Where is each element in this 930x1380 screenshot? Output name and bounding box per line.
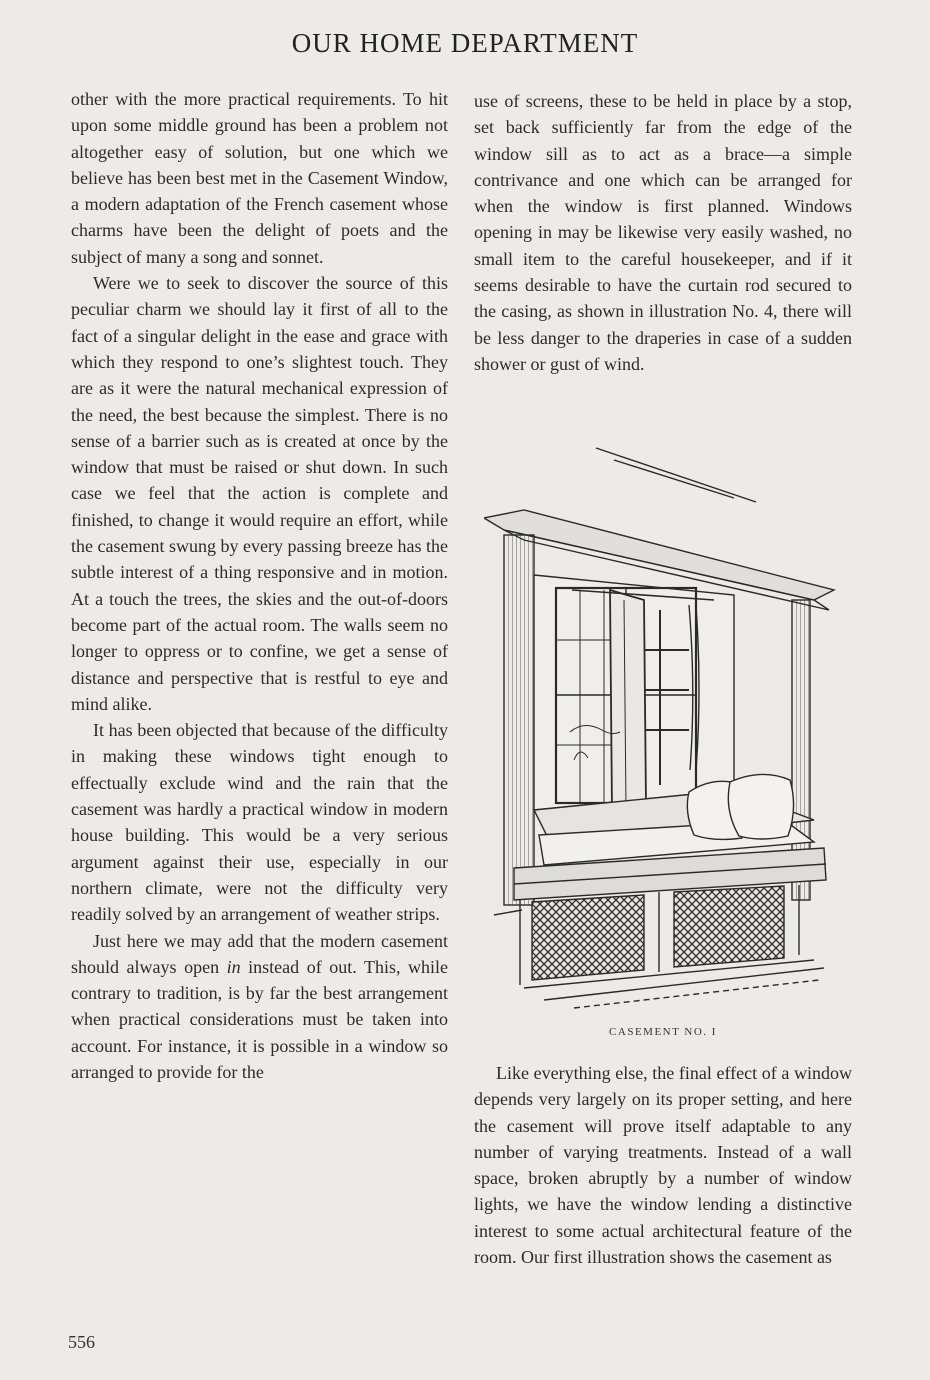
- paragraph: other with the more practical requirements. To hit upon some middle ground has been a problem not altogether easy of solution, but one which we believe has been best met in the Casement Window, a modern adaptation of the French casement whose charms have been the delight of poets and the subject of many a song and sonnet.: [71, 89, 448, 267]
- right-column-bottom: [474, 1060, 852, 1270]
- paragraph: Were we to seek to discover the source of this peculiar charm we should lay it first of all to the fact of a singular delight in the ease and grace with which they respond to one’s slightest touch. They are as it were the natural mechanical expression of the need, the best because the simplest. There is no sense of a barrier such as is created at once by the window that must be raised or shut down. In such case we feel that the action is complete and finished, to change it would require an effort, while the casement swung by every passing breeze has the subtle interest of a thing responsive and in motion. At a touch the trees, the skies and the out-of-doors become part of the actual room. The walls seem no longer to oppress or to confine, we get a sense of distance and perspective that is restful to eye and mind alike.: [71, 273, 448, 714]
- figure-caption: CASEMENT NO. I: [609, 1026, 717, 1038]
- text-run: instead of out. This, while contrary to tradition, is by far the best arrangement when practical considerations must be taken into account. For instance, it is possible in a window so arranged to provide for the: [71, 956, 448, 1082]
- paragraph: use of screens, these to be held in place by a stop, set back sufficiently far from the edge of the window sill as to act as a brace—a simple contrivance and one which can be arranged for when the window is first planned. Windows opening in may be likewise very easily washed, no small item to the careful housekeeper, and if it seems desirable to have the curtain rod secured to the casing, as shown in illustration No. 4, there will be less danger to the draperies in case of a sudden shower or gust of wind.: [474, 91, 852, 374]
- left-column: [71, 86, 448, 1085]
- paragraph: [71, 928, 448, 1086]
- paragraph: Like everything else, the final effect of a window depends very largely on its proper setting, and here the casement will prove itself adaptable to any number of varying treatments. Instead of a wall space, broken abruptly by a number of window lights, we have the window lending a distinctive interest to some actual architectural feature of the room. Our first illustration shows the casement as: [474, 1063, 852, 1268]
- page-number: 556: [68, 1332, 95, 1352]
- paragraph: It has been objected that because of the difficulty in making these windows tight enough to effectually exclude wind and the rain that the casement was hardly a practical window in modern house building. This would be a very serious argument against their use, especially in our northern climate, were not the difficulty very readily solved by an arrangement of weather strips.: [71, 720, 448, 925]
- casement-window-illustration: [484, 440, 846, 1012]
- right-column-top: [474, 88, 852, 377]
- page-title: OUR HOME DEPARTMENT: [291, 28, 639, 58]
- text-run: Just here we may add that the modern casement should always open: [71, 930, 448, 977]
- italic-word: in: [226, 956, 241, 977]
